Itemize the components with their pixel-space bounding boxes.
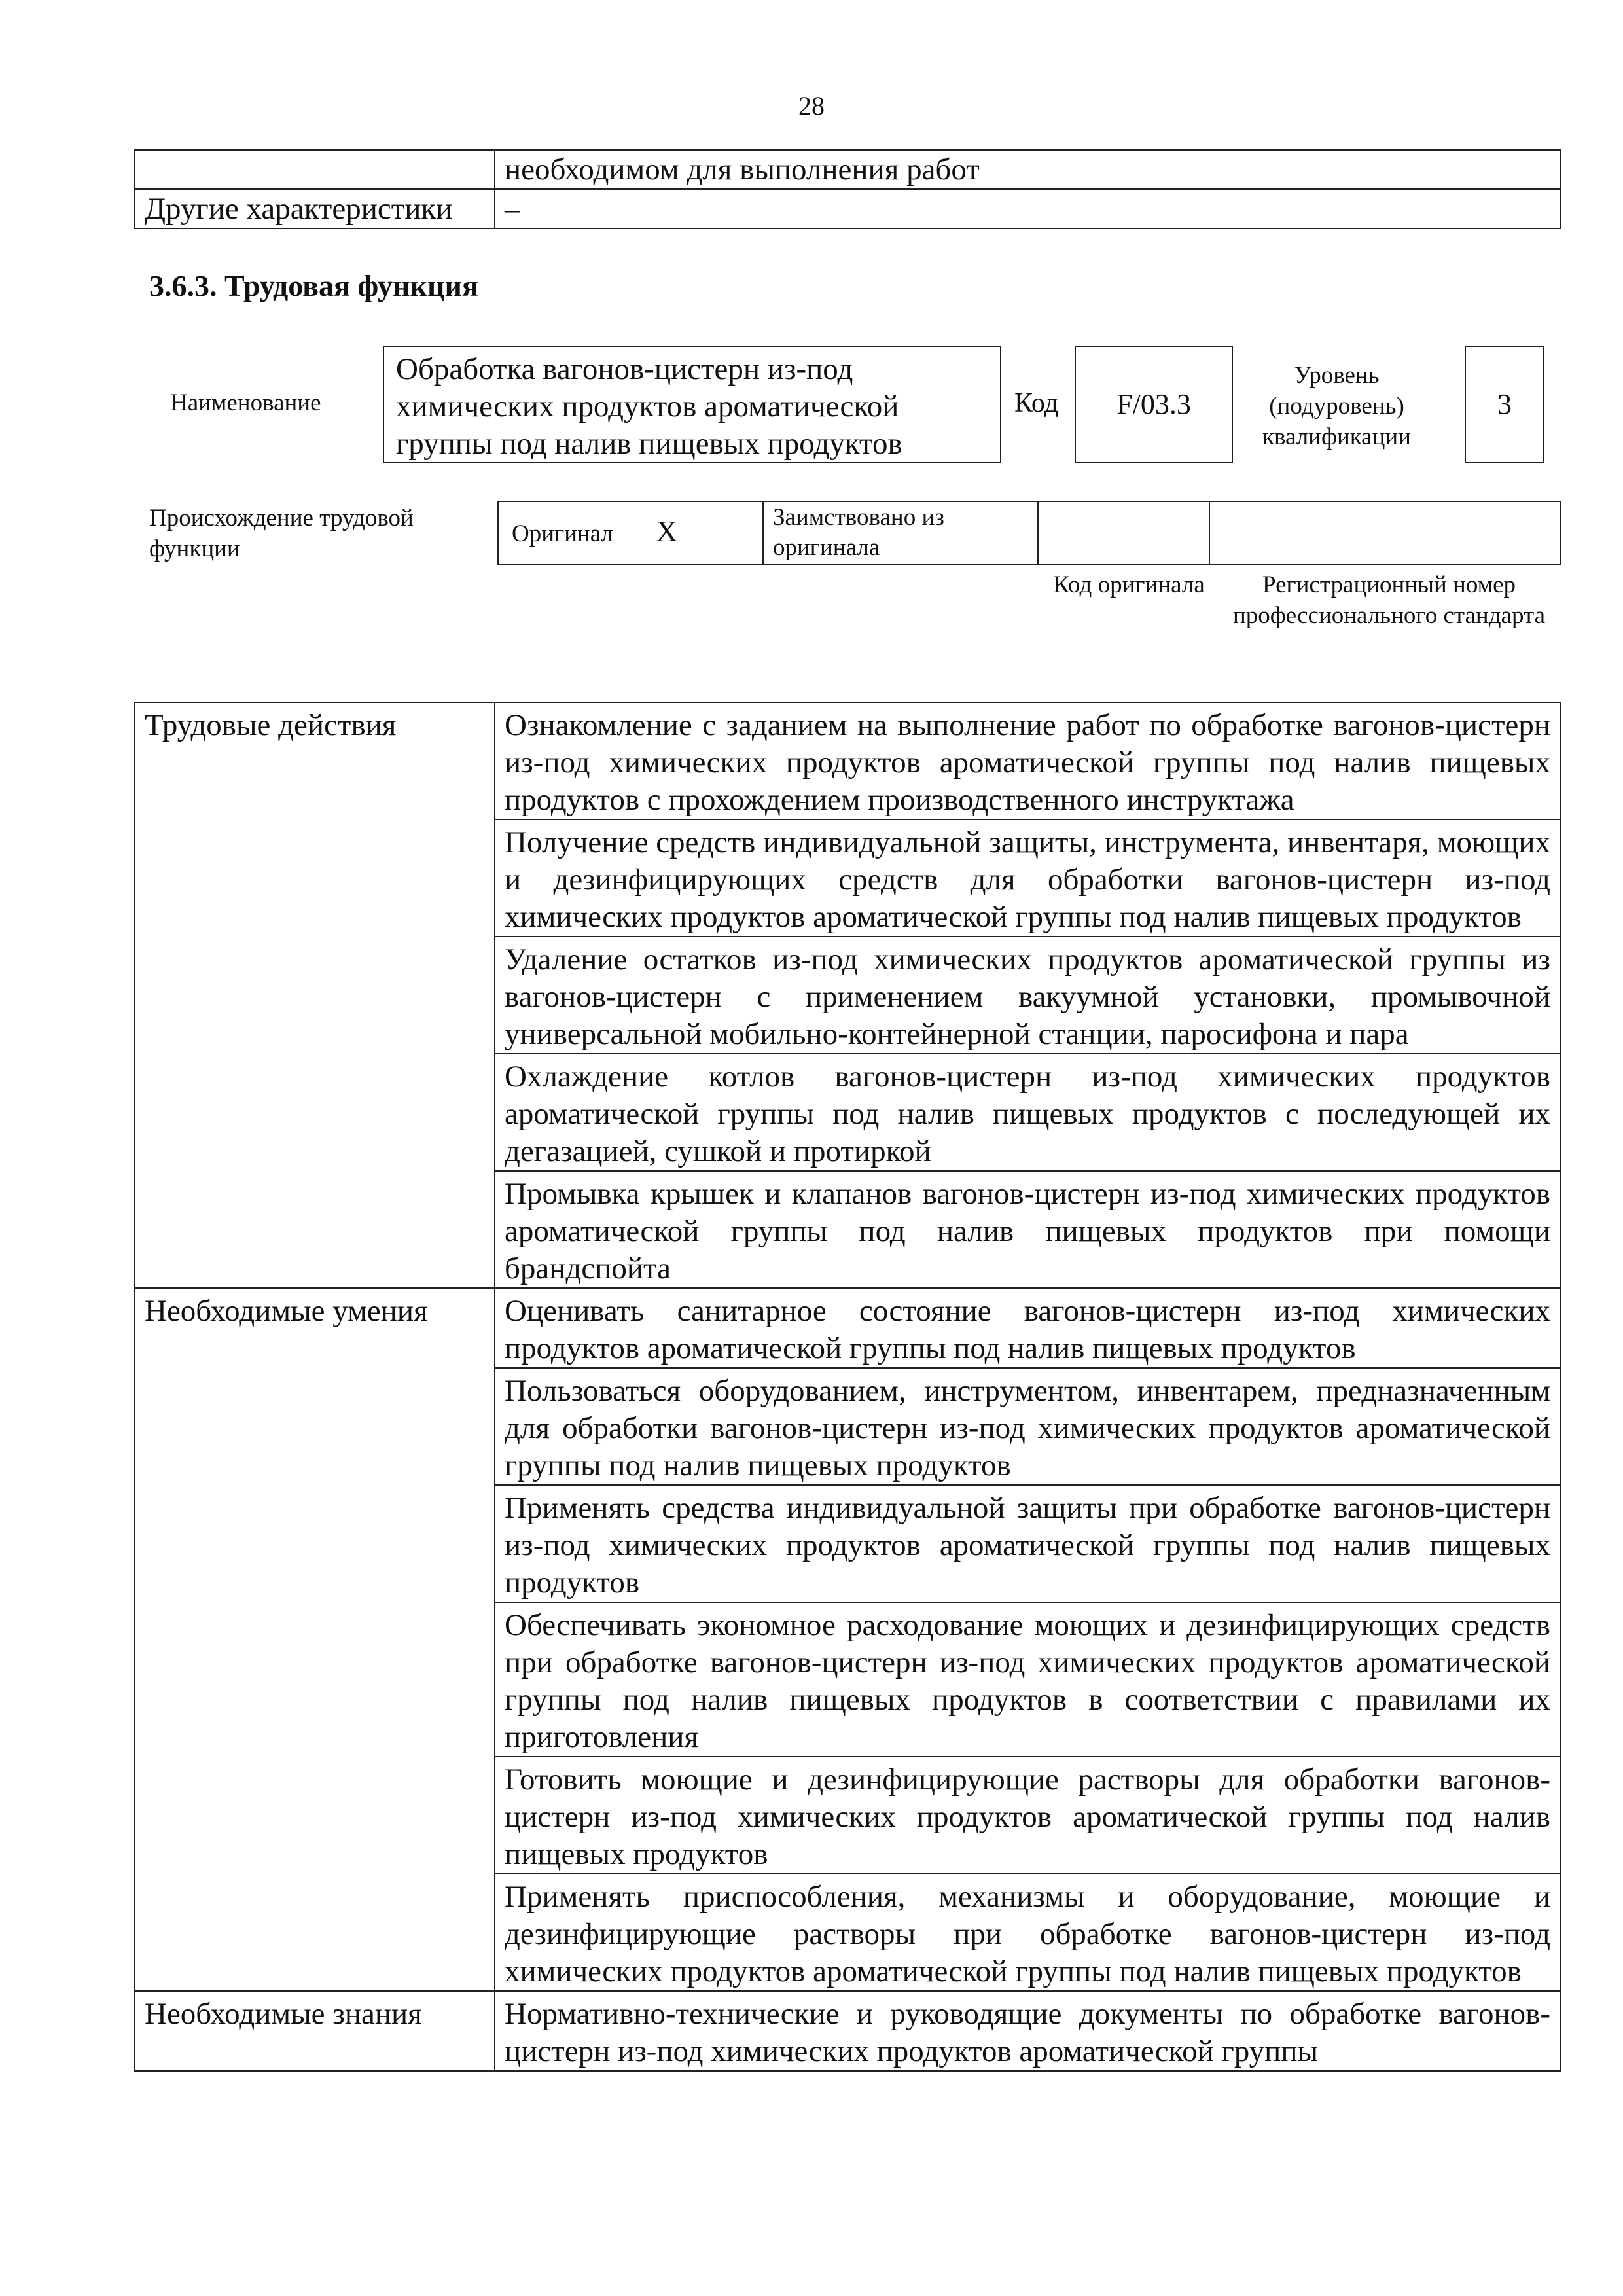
table-row <box>135 1991 1560 2071</box>
table-row <box>135 189 1560 228</box>
table-row <box>498 501 1560 564</box>
original-label: Оригинал <box>512 520 614 547</box>
section-title: 3.6.3. Трудовая функция <box>149 269 478 302</box>
function-name-box: Обработка вагонов-цистерн из-под химических продуктов ароматической группы под налив пищевых продуктов <box>383 346 1001 463</box>
registration-number-caption: Регистрационный номер профессионального стандарта <box>1232 571 1546 629</box>
continuation-table <box>134 149 1561 229</box>
name-label: Наименование <box>170 389 321 416</box>
level-label: Уровень (подуровень) квалификации <box>1262 362 1411 450</box>
requirement-item: Удаление остатков из-под химических продуктов ароматической группы из вагонов-цистерн с применением вакуумной установки, промывочной универсальной мобильно-контейнерной станции, паросифона и пара <box>495 937 1560 1054</box>
labor-function-table <box>134 702 1561 2072</box>
requirement-item: Нормативно-технические и руководящие документы по обработке вагонов-цистерн из-под химических продуктов ароматической группы <box>495 1991 1560 2071</box>
original-cell <box>498 501 763 564</box>
table-cell-empty <box>135 150 495 189</box>
origin-label: Происхождение трудовой функции <box>149 505 414 562</box>
borrowed-label: Заимствовано из оригинала <box>763 501 1038 564</box>
table-cell-label: Другие характеристики <box>135 189 495 228</box>
table-cell: – <box>495 189 1560 228</box>
table-row <box>135 702 1560 819</box>
original-mark: X <box>656 514 678 548</box>
requirement-item: Обеспечивать экономное расходование моющих и дезинфицирующих средств при обработке вагонов-цистерн из-под химических продуктов ароматической группы под налив пищевых продуктов в соответствии с правилами их приготовления <box>495 1602 1560 1757</box>
category-label: Трудовые действия <box>135 702 495 1288</box>
table-row <box>135 1288 1560 1368</box>
requirement-item: Получение средств индивидуальной защиты, инструмента, инвентаря, моющих и дезинфицирующих средств для обработки вагонов-цистерн из-под химических продуктов ароматической группы под налив пищевых продуктов <box>495 819 1560 937</box>
requirement-item: Ознакомление с заданием на выполнение работ по обработке вагонов-цистерн из-под химических продуктов ароматической группы под налив пищевых продуктов с прохождением производственного инструктажа <box>495 702 1560 819</box>
original-code-cell <box>1038 501 1209 564</box>
table-row <box>135 150 1560 189</box>
category-label: Необходимые умения <box>135 1288 495 1991</box>
requirement-item: Применять приспособления, механизмы и оборудование, моющие и дезинфицирующие растворы при обработке вагонов-цистерн из-под химических продуктов ароматической группы под налив пищевых продуктов <box>495 1874 1560 1991</box>
page-number: 28 <box>798 91 825 120</box>
requirement-item: Оценивать санитарное состояние вагонов-цистерн из-под химических продуктов ароматической группы под налив пищевых продуктов <box>495 1288 1560 1368</box>
original-code-caption: Код оригинала <box>1053 571 1205 598</box>
code-label: Код <box>1014 388 1059 418</box>
function-code-box: F/03.3 <box>1075 346 1233 463</box>
requirement-item: Готовить моющие и дезинфицирующие растворы для обработки вагонов-цистерн из-под химических продуктов ароматической группы под налив пищевых продуктов <box>495 1757 1560 1874</box>
origin-table <box>497 501 1561 565</box>
requirement-item: Пользоваться оборудованием, инструментом, инвентарем, предназначенным для обработки вагонов-цистерн из-под химических продуктов ароматической группы под налив пищевых продуктов <box>495 1368 1560 1485</box>
level-value-box: 3 <box>1465 346 1544 463</box>
table-cell: необходимом для выполнения работ <box>495 150 1560 189</box>
category-label: Необходимые знания <box>135 1991 495 2071</box>
registration-number-cell <box>1209 501 1560 564</box>
requirement-item: Охлаждение котлов вагонов-цистерн из-под химических продуктов ароматической группы под налив пищевых продуктов с последующей их дегазацией, сушкой и протиркой <box>495 1054 1560 1171</box>
requirement-item: Промывка крышек и клапанов вагонов-цистерн из-под химических продуктов ароматической группы под налив пищевых продуктов при помощи брандспойта <box>495 1171 1560 1288</box>
requirement-item: Применять средства индивидуальной защиты при обработке вагонов-цистерн из-под химических продуктов ароматической группы под налив пищевых продуктов <box>495 1485 1560 1602</box>
